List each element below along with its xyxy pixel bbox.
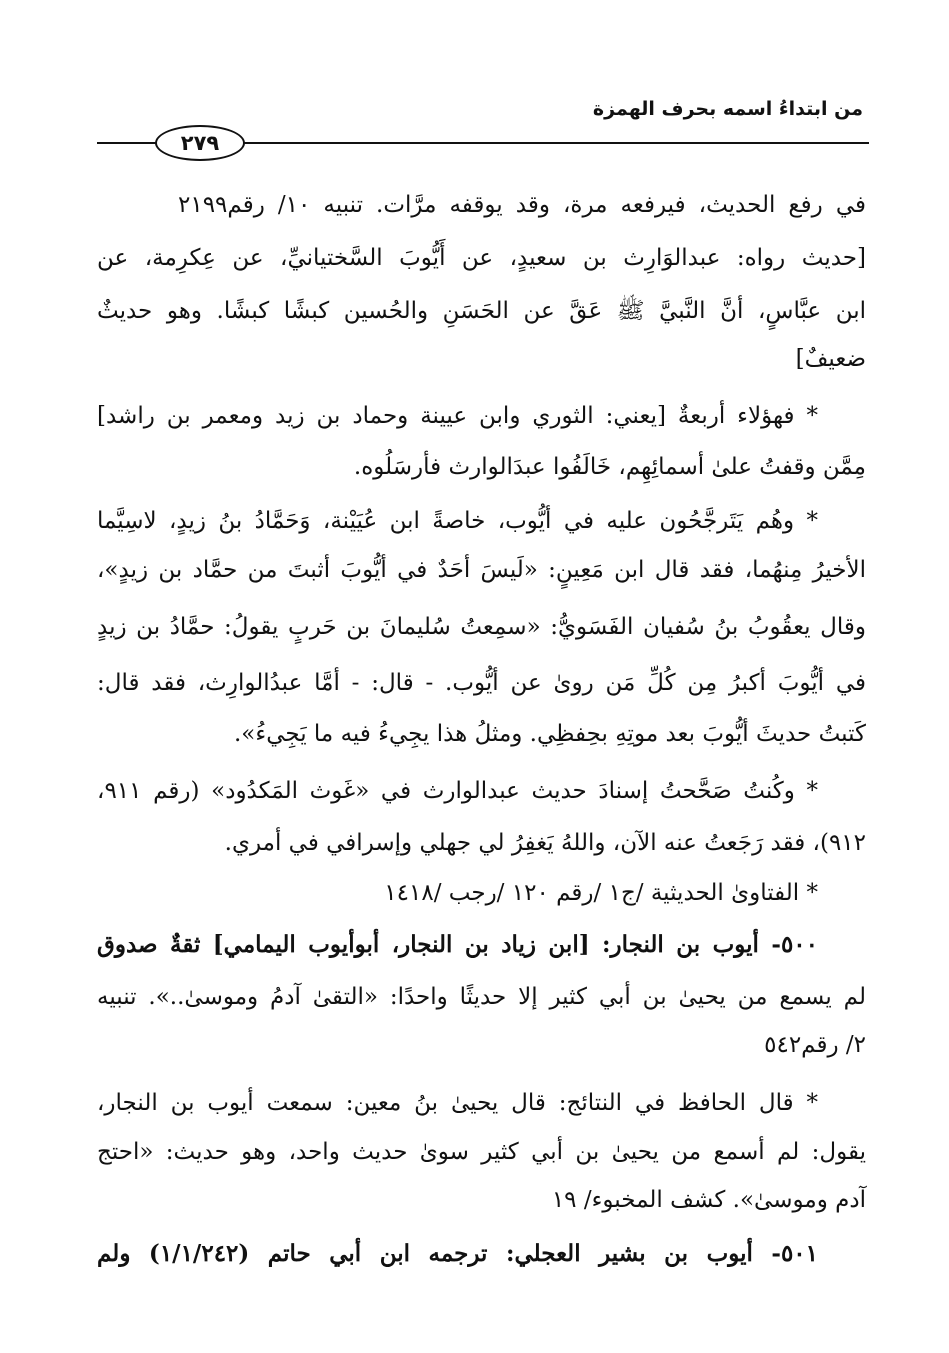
text-line: وقال يعقُوبُ بنُ سُفيان الفَسَويُّ: «سمِعتُ سُليمانَ بن حَربٍ يقولُ: حمَّادُ بن زيدٍ — [97, 614, 866, 640]
text-line: آدم وموسىٰ». كشف المخبوء/ ١٩ — [551, 1187, 866, 1213]
text-line: يقول: لم أسمع من يحيىٰ بن أبي كثير سوىٰ حديث واحد، وهو حديث: «احتج — [97, 1139, 866, 1165]
entry-501-line: ٥٠١- أيوب بن بشير العجلي: ترجمه ابن أبي حاتم (١/١/٢٤٢) ولم — [97, 1240, 819, 1267]
text-line: * فهؤلاء أربعةٌ [يعني: الثوري وابن عيينة وحماد بن زيد ومعمر بن راشد] — [97, 403, 818, 429]
text-line: [حديث رواه: عبدالوَارِث بن سعيدٍ، عن أَيُّوبَ السَّختيانيِّ، عن عِكرِمة، عن — [97, 245, 866, 271]
running-header-title: من ابتداءُ اسمه بحرف الهمزة — [592, 98, 863, 120]
text-line: في رفع الحديث، فيرفعه مرة، وقد يوقفه مرَّات. تنبيه ١٠/ رقم٢١٩٩ — [178, 192, 866, 218]
page-number: ٢٧٩ — [155, 125, 245, 161]
text-line: كَتبتُ حديثَ أيُّوبَ بعد موتِهِ بحِفظِي. ومثلُ هذا يجِيءُ فيه ما يَجِيءُ». — [234, 721, 866, 747]
text-line: * وكُنتُ صَحَّحتُ إسنادَ حديث عبدالوارث في «غَوث المَكدُود» (رقم ٩١١، — [97, 778, 818, 804]
text-line: في أيُّوبَ أكبرُ مِن كُلِّ مَن روىٰ عن أيُّوب. - قال: - أمَّا عبدُالوارِث، فقد قال: — [97, 670, 866, 696]
text-line: الأخيرُ مِنهُما، فقد قال ابن مَعِينٍ: «لَيسَ أحَدٌ في أيُّوبَ أثبتَ من حمَّاد بن زيدٍ»، — [97, 557, 866, 583]
text-line: * الفتاوىٰ الحديثية /ج١ /رقم ١٢٠ /رجب /١٤١٨ — [384, 880, 818, 906]
entry-500-line: ٥٠٠- أيوب بن النجار: [ابن زياد بن النجار، أبوأيوب اليمامي] ثقةٌ صدوق — [97, 931, 818, 958]
text-line: * وهُم يَتَرجَّحُون عليه في أيُّوب، خاصةً ابن عُيَيْنة، وَحَمَّادُ بنُ زيدٍ، لاسِيَّما — [97, 508, 818, 534]
text-line: مِمَّن وقفتُ علىٰ أسمائِهِم، خَالَفُوا عبدَالوارث فأرسَلُوه. — [353, 454, 866, 480]
text-line: * قال الحافظ في النتائج: قال يحيىٰ بنُ معين: سمعت أيوب بن النجار، — [97, 1090, 818, 1116]
text-line: ٩١٢)، فقد رَجَعتُ عنه الآن، واللهُ يَغفِرُ لي جهلي وإسرافي في أمري. — [224, 830, 866, 856]
text-line: ضعيفٌ] — [795, 346, 866, 372]
text-line: ابن عبَّاسٍ، أنَّ النَّبيَّ ﷺ عَقَّ عن الحَسَنِ والحُسين كبشًا كبشًا. وهو حديثٌ — [97, 298, 866, 324]
text-line: لم يسمع من يحيىٰ بن أبي كثير إلا حديثًا واحدًا: «التقىٰ آدمُ وموسىٰ..». تنبيه — [97, 984, 866, 1010]
text-line: ٢/ رقم٥٤٢ — [764, 1032, 866, 1058]
